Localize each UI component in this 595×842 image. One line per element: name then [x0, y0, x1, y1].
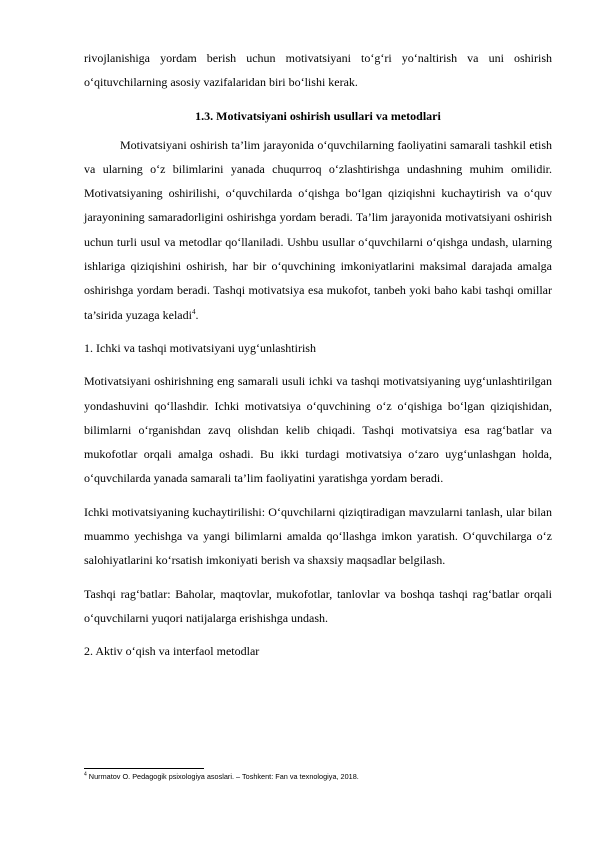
footnote-text: Nurmatov O. Pedagogik psixologiya asoslari. – Toshkent: Fan va texnologiya, 2018.: [86, 772, 359, 781]
paragraph-external-incentives: Tashqi rag‘batlar: Baholar, maqtovlar, mukofotlar, tanlovlar va boshqa tashqi rag‘batlar orqali o‘quvchilarni yuqori natijalarga erishishga undash.: [84, 586, 552, 625]
paragraph-intrinsic-strengthening: Ichki motivatsiyaning kuchaytirilishi: O‘quvchilarni qiziqtiradigan mavzularni tanlash, ular bilan muammo yechishga va yangi bilimlarni amalda qo‘llashga imkon yaratish. O‘quvchilarga o‘z salohiyatlarini ko‘rsatish imkoniyati berish va shaxsiy maqsadlar belgilash.: [84, 504, 552, 568]
footnote-divider: [84, 768, 204, 769]
footnote: [84, 771, 554, 782]
document-body: [84, 46, 552, 664]
footnote-number: 4: [84, 771, 87, 778]
footnote-reference[interactable]: 4: [191, 307, 196, 316]
paragraph-end: .: [195, 307, 199, 322]
paragraph-intrinsic-extrinsic: Motivatsiyani oshirishning eng samarali usuli ichki va tashqi motivatsiyaning uyg‘unlashtirilgan yondashuvini qo‘llashdir. Ichki motivatsiya o‘quvchining o‘z o‘qishiga bo‘lgan qiziqishidan, bilimlarni o‘rganishdan zavq olishdan kelib chiqadi. Tashqi motivatsiya esa rag‘batlar va mukofotlar orqali amalga oshadi. Bu ikki turdagi motivatsiya o‘zaro uyg‘unlashgan holda, o‘quvchilarda yanada samarali ta’lim faoliyatini yaratishga yordam beradi.: [84, 374, 552, 486]
subheading-1: 1. Ichki va tashqi motivatsiyani uyg‘unlashtirish: [84, 340, 316, 355]
paragraph-motivation-overview: [84, 133, 552, 327]
paragraph-intro: rivojlanishiga yordam berish uchun motivatsiyani to‘g‘ri yo‘naltirish va uni oshirish o‘qituvchilarning asosiy vazifalaridan biri bo‘lishi kerak.: [84, 51, 552, 90]
section-heading: 1.3. Motivatsiyani oshirish usullari va metodlari: [195, 108, 441, 123]
subheading-2: 2. Aktiv o‘qish va interfaol metodlar: [84, 644, 260, 659]
paragraph-text: Motivatsiyani oshirish ta’lim jarayonida o‘quvchilarning faoliyatini samarali tashkil etish va ularning o‘z bilimlarini yanada chuqurroq o‘zlashtirishga undashning muhim omilidir. Motivatsiyaning oshirilishi, o‘quvchilarda o‘qishga bo‘lgan qiziqishni kuchaytirish va o‘quv jarayonining samaradorligini oshirishga yordam beradi. Ta’lim jarayonida motivatsiyani oshirish uchun turli usul va metodlar qo‘llaniladi. Ushbu usullar o‘quvchilarni o‘qishga undash, ularning ishlariga qiziqishini oshirish, har bir o‘quvchining imkoniyatlarini maksimal darajada amalga oshirishga yordam beradi. Tashqi motivatsiya esa mukofot, tanbeh yoki baho kabi tashqi omillar ta’sirida yuzaga keladi: [84, 137, 552, 322]
